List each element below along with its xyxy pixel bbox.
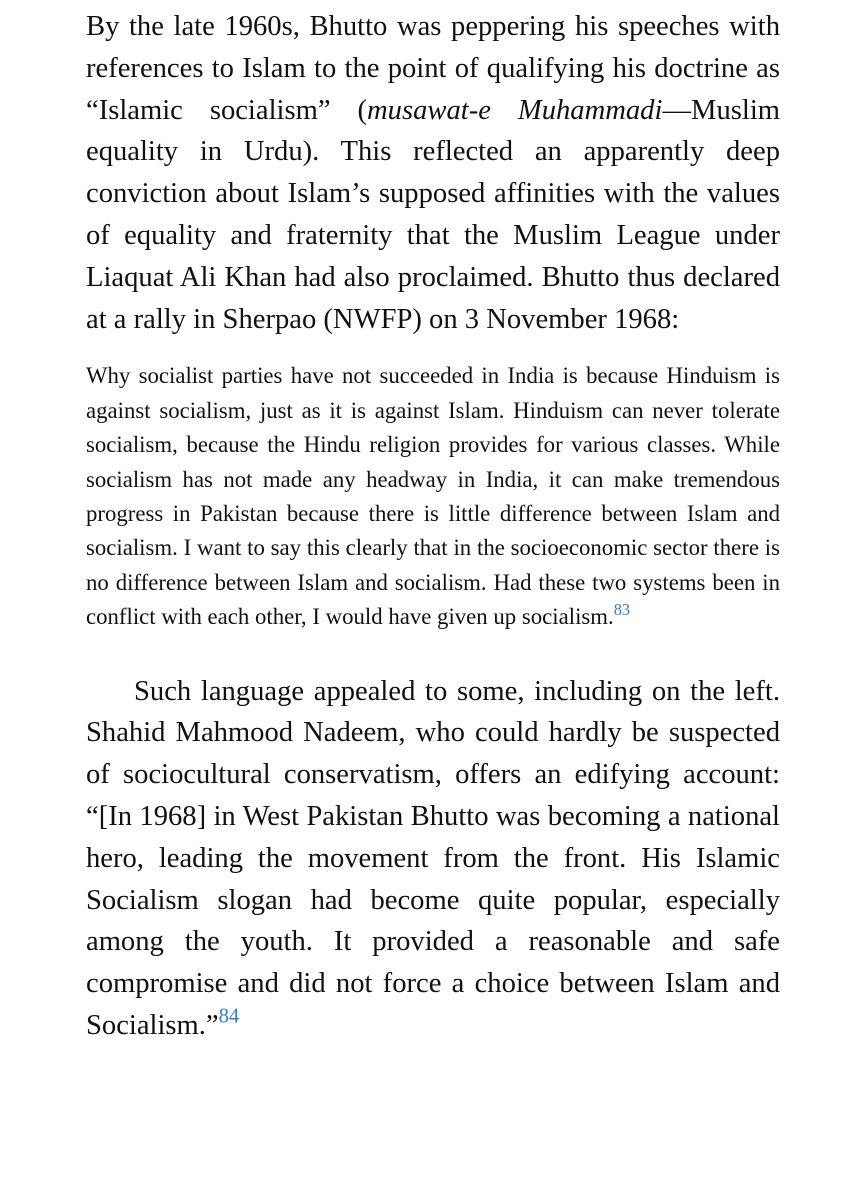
paragraph-2-text: Such language appealed to some, including on the left. Shahid Mahmood Nadeem, who could hardly be suspected of sociocultural conservatism, offers an edifying account: “[In 1968] in West Pakistan Bhutto was becoming a national hero, leading the movement from the front. His Islamic Socialism slogan had become quite popular, especially among the youth. It provided a reasonable and safe compromise and did not force a choice between Islam and Socialism.” [86, 675, 780, 1041]
paragraph-1-italic-term: musawat-e Muhammadi [367, 94, 663, 126]
paragraph-1-text-b: —Muslim equality in Urdu). This reflected an apparently deep conviction about Islam’s supposed affinities with the values of equality and fraternity that the Muslim League under Liaquat Ali Khan had also proclaimed. Bhutto thus declared at a rally in Sherpao (NWFP) on 3 November 1968: [86, 94, 781, 335]
footnote-link-84[interactable]: 84 [218, 1005, 240, 1028]
footnote-link-83[interactable]: 83 [613, 600, 631, 620]
book-page [86, 6, 780, 1047]
block-quote [86, 359, 780, 634]
block-quote-text: Why socialist parties have not succeeded in India is because Hinduism is against socialism, just as it is against Islam. Hinduism can never tolerate socialism, because the Hindu religion provides for various classes. While socialism has not made any headway in India, it can make tremendous progress in Pakistan because there is little difference between Islam and socialism. I want to say this clearly that in the socioeconomic sector there is no difference between Islam and socialism. Had these two systems been in conflict with each other, I would have given up socialism. [86, 363, 780, 630]
paragraph-1-text-a: By the late 1960s, Bhutto was peppering his speeches with references to Islam to the point of qualifying his doctrine as “Islamic socialism” ( [86, 11, 780, 126]
paragraph-2 [86, 671, 780, 1047]
paragraph-1 [86, 6, 780, 340]
